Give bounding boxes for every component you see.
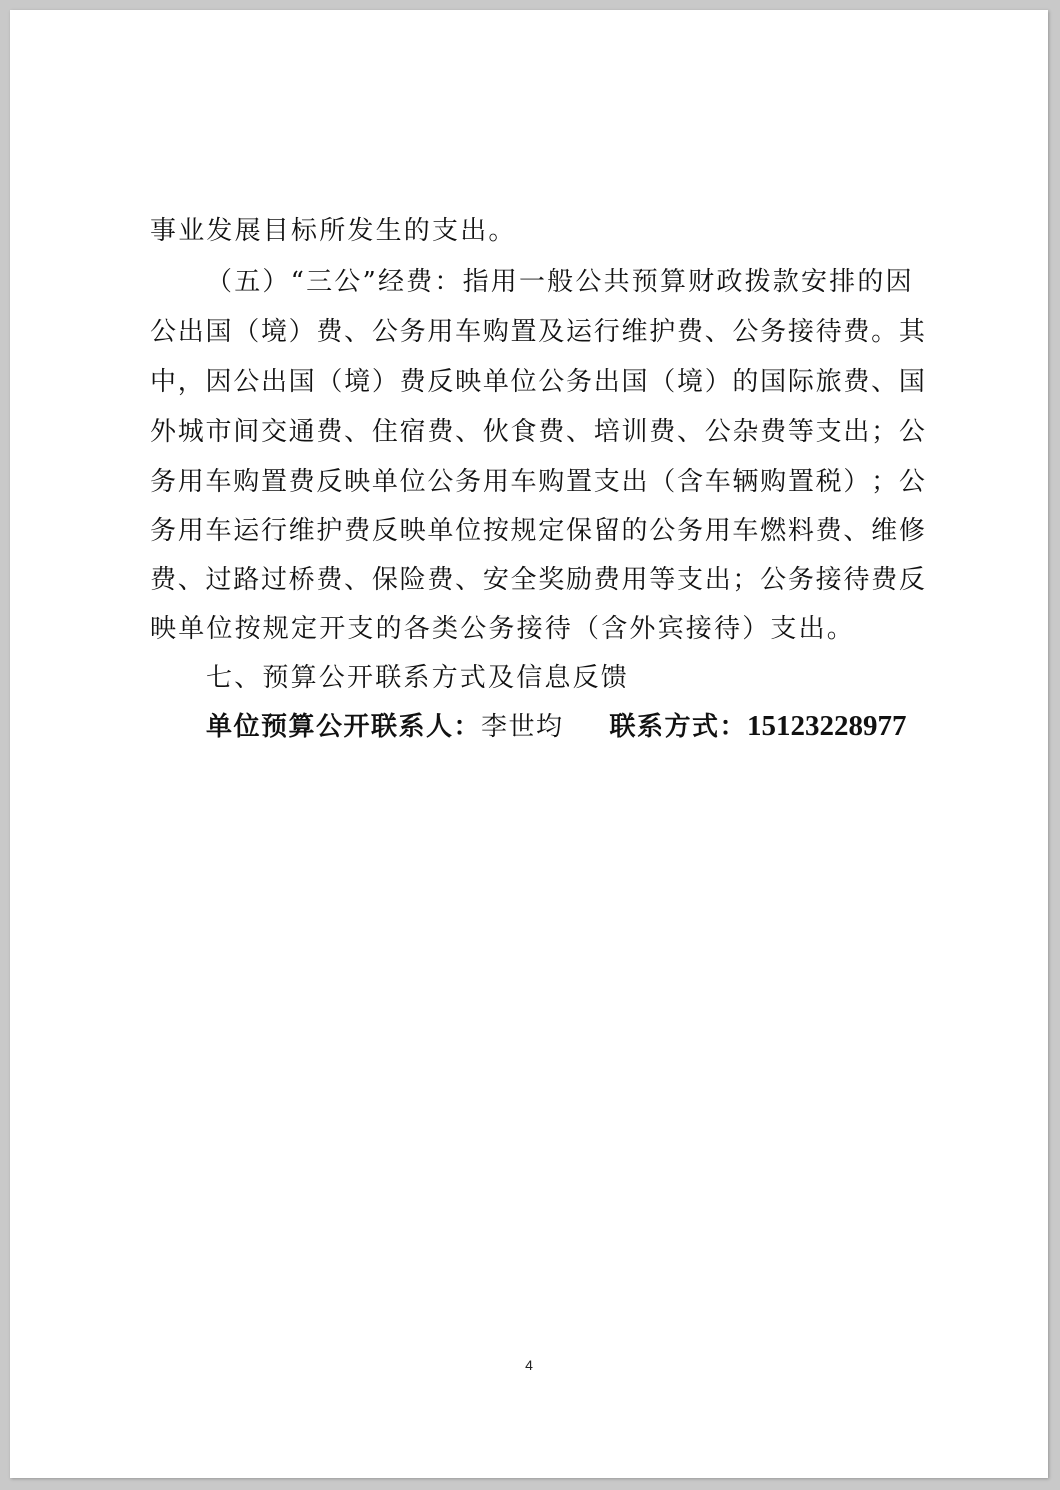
text-glyph: 料	[787, 516, 814, 546]
text-glyph: 国	[621, 367, 648, 397]
text-glyph: 保	[371, 565, 398, 595]
text-glyph: 修	[898, 516, 925, 546]
text-glyph: 购	[482, 317, 509, 347]
text-glyph: 培	[593, 417, 620, 447]
text-glyph: 桥	[288, 565, 315, 595]
text-glyph: 务	[676, 516, 703, 546]
text-glyph: 含	[676, 467, 703, 497]
text-glyph: 置	[566, 467, 593, 497]
text-glyph: 公	[898, 467, 925, 497]
text-glyph: 维	[288, 516, 315, 546]
text-glyph: 境	[260, 317, 287, 347]
text-glyph: 险	[399, 565, 426, 595]
text-glyph: 宿	[399, 417, 426, 447]
text-glyph: 公	[704, 417, 731, 447]
contact-phone-number: 15123228977	[747, 710, 907, 742]
text-glyph: 接	[815, 565, 842, 595]
text-glyph: 务	[566, 367, 593, 397]
text-glyph: ）	[371, 367, 398, 397]
text-glyph: 住	[371, 417, 398, 447]
text-glyph: 奖	[538, 565, 565, 595]
text-glyph: 购	[760, 467, 787, 497]
text-glyph: 护	[649, 317, 676, 347]
paragraph-line	[150, 564, 925, 596]
text-glyph: 、	[455, 417, 482, 447]
text-glyph: 励	[566, 565, 593, 595]
text-glyph: 车	[205, 516, 232, 546]
contact-line	[206, 710, 981, 743]
text-glyph: 市	[205, 417, 232, 447]
text-glyph: 务	[760, 317, 787, 347]
text-glyph: 用	[482, 467, 509, 497]
text-glyph: 购	[233, 467, 260, 497]
text-glyph: 等	[787, 417, 814, 447]
text-glyph: 运	[566, 317, 593, 347]
text-glyph: 用	[704, 516, 731, 546]
text-glyph: 反	[898, 565, 925, 595]
text-glyph: 费	[316, 565, 343, 595]
text-glyph: 支	[815, 417, 842, 447]
text-glyph: 维	[621, 317, 648, 347]
text-glyph: 务	[399, 317, 426, 347]
text-glyph: 购	[538, 467, 565, 497]
text-glyph: 外	[150, 417, 177, 447]
text-glyph: 费	[593, 565, 620, 595]
text-glyph: 单	[482, 367, 509, 397]
text-glyph: 、	[344, 317, 371, 347]
text-glyph: 费	[316, 317, 343, 347]
text-glyph: ）	[704, 367, 731, 397]
text-glyph: 、	[871, 367, 898, 397]
text-glyph: 费	[843, 367, 870, 397]
text-glyph: 车	[205, 467, 232, 497]
text-glyph: 其	[898, 317, 925, 347]
text-glyph: 费	[399, 367, 426, 397]
text-glyph: 留	[593, 516, 620, 546]
text-glyph: 费	[427, 417, 454, 447]
paragraph-line	[150, 466, 925, 498]
text-glyph: 支	[593, 467, 620, 497]
text-glyph: 用	[177, 467, 204, 497]
text-glyph: 费	[427, 565, 454, 595]
text-glyph: 境	[344, 367, 371, 397]
text-glyph: 保	[566, 516, 593, 546]
text-glyph: 公	[233, 367, 260, 397]
text-glyph: 旅	[815, 367, 842, 397]
text-glyph: 辆	[732, 467, 759, 497]
text-glyph: 接	[787, 317, 814, 347]
text-glyph: 费	[288, 467, 315, 497]
text-glyph: 、	[843, 516, 870, 546]
text-glyph: 公	[649, 516, 676, 546]
text-glyph: 费	[815, 516, 842, 546]
text-glyph: 出	[704, 565, 731, 595]
paragraph-line	[150, 515, 925, 547]
text-glyph: 燃	[760, 516, 787, 546]
text-glyph: 出	[843, 417, 870, 447]
text-glyph: 行	[260, 516, 287, 546]
text-glyph: 费	[760, 417, 787, 447]
text-glyph: 等	[649, 565, 676, 595]
text-glyph: 国	[288, 367, 315, 397]
text-glyph: 公	[732, 317, 759, 347]
text-glyph: 费	[676, 317, 703, 347]
text-glyph: 过	[205, 565, 232, 595]
text-glyph: 路	[233, 565, 260, 595]
text-glyph: 费	[843, 317, 870, 347]
text-glyph: 反	[427, 367, 454, 397]
text-glyph: 伙	[482, 417, 509, 447]
text-glyph: ）	[288, 317, 315, 347]
text-glyph: 务	[455, 467, 482, 497]
paragraph-line	[150, 416, 925, 448]
text-glyph: 运	[233, 516, 260, 546]
text-glyph: 车	[455, 317, 482, 347]
text-glyph: 费	[150, 565, 177, 595]
text-glyph: 置	[510, 317, 537, 347]
text-glyph: 费	[316, 417, 343, 447]
text-glyph: 务	[787, 565, 814, 595]
text-glyph: 支	[676, 565, 703, 595]
text-glyph: 、	[676, 417, 703, 447]
text-glyph: 通	[288, 417, 315, 447]
text-glyph: 单	[427, 516, 454, 546]
text-glyph: 、	[455, 565, 482, 595]
text-glyph: 公	[760, 565, 787, 595]
text-glyph: 安	[482, 565, 509, 595]
text-glyph: 护	[316, 516, 343, 546]
text-glyph: 、	[344, 417, 371, 447]
paragraph-line	[150, 316, 925, 348]
contact-person-name: 李世均	[481, 712, 564, 742]
text-glyph: 用	[427, 317, 454, 347]
text-glyph: 置	[787, 467, 814, 497]
contact-phone-label: 联系方式：	[609, 712, 748, 742]
text-glyph: 间	[233, 417, 260, 447]
text-glyph: 费	[538, 417, 565, 447]
text-glyph: 位	[399, 467, 426, 497]
text-glyph: 出	[177, 317, 204, 347]
text-glyph: 食	[510, 417, 537, 447]
text-glyph: 过	[260, 565, 287, 595]
text-glyph: ；	[871, 417, 898, 447]
text-glyph: 公	[371, 317, 398, 347]
text-glyph: 映	[399, 516, 426, 546]
text-glyph: 中	[150, 367, 177, 397]
text-glyph: 出	[260, 367, 287, 397]
section-heading: 七、预算公开联系方式及信息反馈	[206, 663, 630, 693]
text-glyph: 城	[177, 417, 204, 447]
text-glyph: 维	[871, 516, 898, 546]
text-glyph: 的	[732, 367, 759, 397]
text-glyph: ，	[177, 367, 204, 397]
text-glyph: （	[233, 317, 260, 347]
text-glyph: 规	[510, 516, 537, 546]
text-glyph: 。	[871, 317, 898, 347]
text-glyph: 费	[871, 565, 898, 595]
text-glyph: 反	[316, 467, 343, 497]
text-glyph: 单	[371, 467, 398, 497]
text-glyph: 定	[538, 516, 565, 546]
text-glyph: 按	[482, 516, 509, 546]
text-glyph: 出	[593, 367, 620, 397]
text-glyph: 务	[150, 516, 177, 546]
text-glyph: 位	[510, 367, 537, 397]
text-glyph: 公	[150, 317, 177, 347]
text-glyph: （	[316, 367, 343, 397]
text-glyph: 映	[344, 467, 371, 497]
text-glyph: 费	[344, 516, 371, 546]
text-glyph: 反	[371, 516, 398, 546]
text-glyph: 公	[427, 467, 454, 497]
document-page	[10, 10, 1048, 1478]
text-glyph: 用	[621, 565, 648, 595]
text-glyph: 置	[260, 467, 287, 497]
text-glyph: 税	[815, 467, 842, 497]
text-glyph: 费	[649, 417, 676, 447]
text-glyph: 用	[177, 516, 204, 546]
text-glyph: 国	[760, 367, 787, 397]
text-glyph: 务	[150, 467, 177, 497]
text-glyph: ；	[871, 467, 898, 497]
text-glyph: ）	[843, 467, 870, 497]
text-glyph: 映	[455, 367, 482, 397]
text-glyph: 车	[704, 467, 731, 497]
text-glyph: 、	[177, 565, 204, 595]
paragraph-line: 映单位按规定开支的各类公务接待（含外宾接待）支出。	[150, 614, 856, 644]
text-glyph: 际	[787, 367, 814, 397]
contact-person-label: 单位预算公开联系人：	[206, 712, 482, 742]
text-glyph: 训	[621, 417, 648, 447]
text-glyph: 、	[566, 417, 593, 447]
text-glyph: 车	[732, 516, 759, 546]
text-glyph: 待	[843, 565, 870, 595]
text-glyph: 境	[676, 367, 703, 397]
text-glyph: 公	[898, 417, 925, 447]
text-glyph: （	[649, 467, 676, 497]
text-glyph: （	[649, 367, 676, 397]
text-glyph: 行	[593, 317, 620, 347]
text-glyph: 公	[538, 367, 565, 397]
text-glyph: 、	[704, 317, 731, 347]
text-glyph: 车	[510, 467, 537, 497]
text-glyph: 及	[538, 317, 565, 347]
paragraph-line: 事业发展目标所发生的支出。	[150, 216, 517, 246]
text-glyph: 位	[455, 516, 482, 546]
text-glyph: ；	[732, 565, 759, 595]
paragraph-line: （五）“三公”经费：指用一般公共预算财政拨款安排的因	[206, 267, 914, 297]
text-glyph: 交	[260, 417, 287, 447]
text-glyph: 因	[205, 367, 232, 397]
text-glyph: 的	[621, 516, 648, 546]
text-glyph: 杂	[732, 417, 759, 447]
text-glyph: 国	[898, 367, 925, 397]
text-glyph: 国	[205, 317, 232, 347]
paragraph-line	[150, 366, 925, 398]
text-glyph: 、	[344, 565, 371, 595]
text-glyph: 全	[510, 565, 537, 595]
text-glyph: 待	[815, 317, 842, 347]
text-glyph: 出	[621, 467, 648, 497]
page-number: 4	[525, 1357, 533, 1373]
